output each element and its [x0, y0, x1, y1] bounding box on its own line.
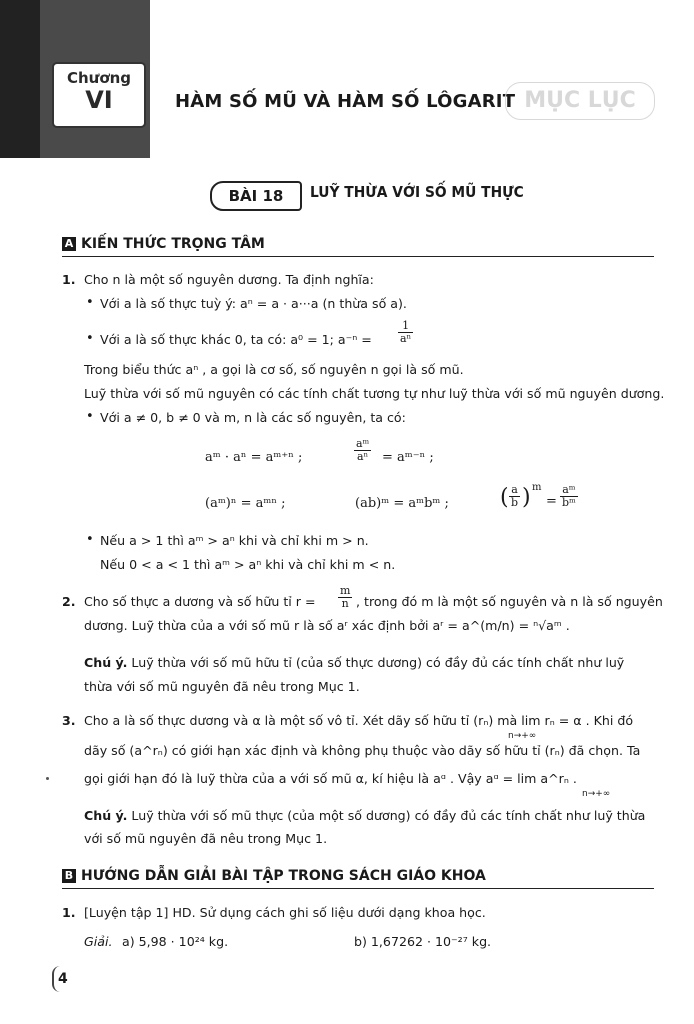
chapter-label: Chương [66, 69, 132, 87]
formula-ratio-fraction [509, 484, 520, 509]
fraction [338, 585, 352, 610]
right-paren: ) [522, 485, 531, 510]
fraction-numerator: aᵐ [560, 484, 578, 497]
item3-line-3: gọi giới hạn đó là luỹ thừa của a với số mũ α, kí hiệu là aᵅ . Vậy aᵅ = lim a^rₙ . [84, 771, 577, 786]
item2-line-1a: Cho số thực a dương và số hữu tỉ r = [84, 594, 316, 609]
bleed-through-heading: MỤC LỤC [505, 82, 655, 120]
item2-note-line-2: thừa với số mũ nguyên đã nêu trong Mục 1. [84, 679, 360, 694]
bullet-dot: • [86, 331, 94, 346]
section-b-title: HƯỚNG DẪN GIẢI BÀI TẬP TRONG SÁCH GIÁO KHOA [81, 868, 486, 884]
chapter-title: HÀM SỐ MŨ VÀ HÀM SỐ LÔGARIT [175, 91, 516, 112]
item2-line-2: dương. Luỹ thừa của a với số mũ r là số aʳ xác định bởi aʳ = a^(m/n) = ⁿ√aᵐ . [84, 618, 570, 633]
note-text: Luỹ thừa với số mũ thực (của một số dương) có đầy đủ các tính chất như luỹ thừa [131, 808, 646, 823]
fraction-numerator: m [340, 584, 351, 597]
limit-subscript: n→+∞ [582, 789, 611, 799]
formula-power-of-power: (aᵐ)ⁿ = aᵐⁿ ; [205, 496, 286, 511]
note-label: Chú ý. [84, 655, 128, 670]
bullet-dot: • [86, 409, 94, 424]
chapter-badge [52, 62, 146, 128]
solution-b: b) 1,67262 · 10⁻²⁷ kg. [354, 934, 492, 949]
item-number: 3. [62, 713, 76, 728]
item1-paragraph-1: Trong biểu thức aⁿ , a gọi là cơ số, số nguyên n gọi là số mũ. [84, 362, 464, 377]
section-b-badge: B [62, 869, 76, 883]
item-number: 1. [62, 905, 76, 920]
item-number: 1. [62, 272, 76, 287]
chapter-header-edge [0, 0, 40, 158]
fraction-denominator: aⁿ [356, 450, 369, 463]
lesson-tag: BÀI 18 [210, 181, 302, 211]
bullet-dot: • [86, 295, 94, 310]
exponent-m: m [532, 482, 542, 493]
fraction-numerator: a [509, 484, 520, 497]
item1-bullet-4-line-2: Nếu 0 < a < 1 thì aᵐ > aⁿ khi và chỉ khi m < n. [100, 557, 396, 572]
section-b-divider [62, 888, 654, 889]
left-paren: ( [500, 485, 509, 510]
item1-bullet-2: Với a là số thực khác 0, ta có: a⁰ = 1; a⁻ⁿ = [100, 332, 372, 347]
item1-bullet-3: Với a ≠ 0, b ≠ 0 và m, n là các số nguyên, ta có: [100, 410, 406, 425]
note-label: Chú ý. [84, 808, 128, 823]
fraction-numerator: aᵐ [356, 437, 370, 450]
section-a-title: KIẾN THỨC TRỌNG TÂM [81, 236, 265, 252]
item3-line-1: Cho a là số thực dương và α là một số vô tỉ. Xét dãy số hữu tỉ (rₙ) mà lim rₙ = α . Khi đó [84, 713, 634, 728]
item3-note [84, 808, 645, 824]
formula-product-power: (ab)ᵐ = aᵐbᵐ ; [355, 496, 449, 511]
item3-note-line-2: với số mũ nguyên đã nêu trong Mục 1. [84, 831, 328, 846]
fraction [398, 320, 413, 345]
margin-mark [46, 777, 49, 780]
fraction-denominator: aⁿ [400, 332, 412, 345]
fraction-denominator: b [511, 496, 519, 509]
limit-subscript: n→+∞ [508, 731, 537, 741]
section-a-badge: A [62, 237, 76, 251]
item1-paragraph-2: Luỹ thừa với số mũ nguyên có các tính chất tương tự như luỹ thừa với số mũ nguyên dương. [84, 386, 665, 401]
exercise1-hint: [Luyện tập 1] HD. Sử dụng cách ghi số liệu dưới dạng khoa học. [84, 905, 486, 920]
note-text: Luỹ thừa với số mũ hữu tỉ (của số thực dương) có đầy đủ các tính chất như luỹ [131, 655, 625, 670]
item1-bullet-4: Nếu a > 1 thì aᵐ > aⁿ khi và chỉ khi m > n. [100, 533, 369, 548]
item2-line-1b: , trong đó m là một số nguyên và n là số nguyên [356, 594, 663, 609]
fraction-denominator: bᵐ [562, 496, 576, 509]
fraction-denominator: n [341, 597, 349, 610]
fraction-numerator: 1 [398, 320, 413, 333]
page-number: 4 [58, 971, 68, 987]
formula-quotient-fraction [354, 438, 371, 463]
solution-a: a) 5,98 · 10²⁴ kg. [122, 934, 229, 949]
item-number: 2. [62, 594, 76, 609]
formula-ratio-result [560, 484, 578, 509]
formula-product: aᵐ · aⁿ = aᵐ⁺ⁿ ; [205, 450, 303, 465]
bullet-dot: • [86, 532, 94, 547]
item2-note [84, 655, 624, 671]
item3-line-2: dãy số (a^rₙ) có giới hạn xác định và không phụ thuộc vào dãy số hữu tỉ (rₙ) đã chọn. Ta [84, 743, 641, 758]
section-a-divider [62, 256, 654, 257]
chapter-number: VI [85, 86, 113, 114]
item1-bullet-1: Với a là số thực tuỳ ý: aⁿ = a · a···a (n thừa số a). [100, 296, 407, 311]
section-a-heading [62, 236, 265, 252]
equals-sign: = [546, 494, 557, 509]
solution-label: Giải. [84, 934, 113, 949]
formula-quotient-result: = aᵐ⁻ⁿ ; [382, 450, 434, 465]
item1-intro: Cho n là một số nguyên dương. Ta định nghĩa: [84, 272, 374, 287]
lesson-title: LUỸ THỪA VỚI SỐ MŨ THỰC [310, 183, 524, 201]
section-b-heading [62, 868, 486, 884]
